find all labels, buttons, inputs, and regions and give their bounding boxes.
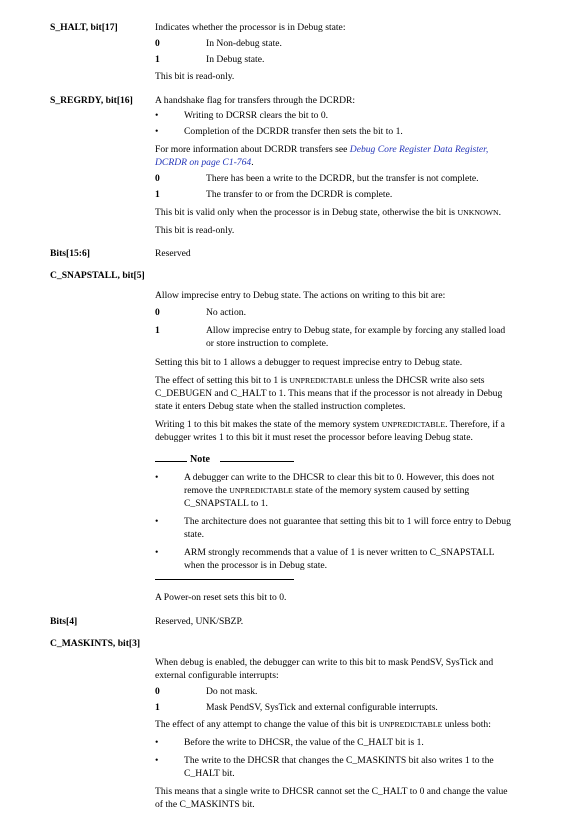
- s-halt-v1-text: In Debug state.: [206, 54, 265, 65]
- note-1-text: remove the: [184, 485, 230, 496]
- c-maskints-final-l1: This means that a single write to DHCSR cannot set the C_HALT to 0 and change the value: [155, 786, 508, 797]
- unknown-term: UNKNOWN: [457, 208, 499, 217]
- s-halt-desc: Indicates whether the processor is in Debug state:: [155, 22, 346, 33]
- s-regrdy-v1: 1: [155, 189, 160, 200]
- unpredictable-term: UNPREDICTABLE: [289, 376, 353, 385]
- c-maskints-v1-text: Mask PendSV, SysTick and external configurable interrupts.: [206, 702, 438, 713]
- bullet-icon: •: [155, 516, 159, 527]
- c-snapstall-v1-text-l2: or store instruction to complete.: [206, 338, 329, 349]
- c-snapstall-p2-l2: C_DEBUGEN and C_HALT to 1. This means that if the processor is not already in Debug: [155, 388, 503, 399]
- c-maskints-effect: [155, 719, 491, 731]
- s-halt-v1: 1: [155, 54, 160, 65]
- bullet-icon: •: [155, 472, 159, 483]
- bullet-icon: •: [155, 110, 159, 121]
- note-3-l1: ARM strongly recommends that a value of 1 is never written to C_SNAPSTALL: [184, 547, 495, 558]
- s-regrdy-v0: 0: [155, 173, 160, 184]
- c-maskints-desc-l1: When debug is enabled, the debugger can write to this bit to mask PendSV, SysTick and: [155, 657, 494, 668]
- c-maskints-effect-text: The effect of any attempt to change the value of this bit is: [155, 719, 379, 730]
- c-snapstall-v0: 0: [155, 307, 160, 318]
- c-snapstall-v1: 1: [155, 325, 160, 336]
- c-snapstall-p1: Setting this bit to 1 allows a debugger to request imprecise entry to Debug state.: [155, 357, 463, 368]
- bits4-text: Reserved, UNK/SBZP.: [155, 616, 244, 627]
- bits4-heading: Bits[4]: [50, 616, 78, 627]
- note-rule-right: [220, 461, 294, 462]
- c-maskints-final-l2: of the C_MASKINTS bit.: [155, 799, 255, 810]
- s-regrdy-valid-text: This bit is valid only when the processor is in Debug state, otherwise the bit is: [155, 207, 458, 218]
- c-snapstall-p2-text: The effect of setting this bit to 1 is: [155, 375, 290, 386]
- c-maskints-effect-end: unless both:: [442, 719, 491, 730]
- s-halt-readonly: This bit is read-only.: [155, 71, 235, 82]
- bits15-6-text: Reserved: [155, 248, 191, 259]
- c-snapstall-p3-text: Writing 1 to this bit makes the state of the memory system: [155, 419, 382, 430]
- note-2-l2: state.: [184, 529, 204, 540]
- note-rule-bottom: [155, 579, 294, 580]
- c-snapstall-reset: A Power-on reset sets this bit to 0.: [155, 592, 287, 603]
- s-regrdy-valid-period: .: [498, 207, 501, 218]
- s-regrdy-more-line1: [155, 144, 488, 156]
- c-maskints-bullet-2-l2: C_HALT bit.: [184, 768, 235, 779]
- note-3-l2: when the processor is in Debug state.: [184, 560, 328, 571]
- c-snapstall-p3-text-end: . Therefore, if a: [445, 419, 505, 430]
- s-regrdy-heading: S_REGRDY, bit[16]: [50, 95, 133, 106]
- dcrdr-link-page[interactable]: DCRDR on page C1-764: [155, 157, 252, 168]
- c-snapstall-p2-text-end: unless the DHCSR write also sets: [352, 375, 485, 386]
- note-2-l1: The architecture does not guarantee that setting this bit to 1 will force entry to Debug: [184, 516, 511, 527]
- c-snapstall-p3-l2: debugger writes 1 to this bit it must reset the processor before leaving Debug state.: [155, 432, 473, 443]
- s-regrdy-bullet-1: Writing to DCRSR clears the bit to 0.: [184, 110, 329, 121]
- unpredictable-term: UNPREDICTABLE: [381, 420, 446, 429]
- bullet-icon: •: [155, 755, 159, 766]
- s-halt-v0: 0: [155, 38, 160, 49]
- c-maskints-heading: C_MASKINTS, bit[3]: [50, 638, 141, 649]
- s-halt-heading: S_HALT, bit[17]: [50, 22, 118, 33]
- unpredictable-term: UNPREDICTABLE: [229, 486, 293, 495]
- c-snapstall-desc: Allow imprecise entry to Debug state. The actions on writing to this bit are:: [155, 290, 446, 301]
- bullet-icon: •: [155, 126, 159, 137]
- s-regrdy-v0-text: There has been a write to the DCRDR, but the transfer is not complete.: [206, 173, 479, 184]
- note-1-l1: A debugger can write to the DHCSR to clear this bit to 0. However, this does not: [184, 472, 495, 483]
- s-halt-v0-text: In Non-debug state.: [206, 38, 282, 49]
- c-snapstall-p2-l3: state it enters Debug state when the stalled instruction completes.: [155, 401, 406, 412]
- note-title: Note: [190, 454, 210, 465]
- c-snapstall-p3-l1: [155, 419, 505, 431]
- s-regrdy-more-period: .: [251, 157, 254, 168]
- note-1-l2: [184, 485, 469, 497]
- note-1-text-end: state of the memory system caused by setting: [292, 485, 470, 496]
- s-regrdy-desc: A handshake flag for transfers through the DCRDR:: [155, 95, 356, 106]
- c-snapstall-heading: C_SNAPSTALL, bit[5]: [50, 270, 145, 281]
- c-snapstall-p2-l1: [155, 375, 485, 387]
- bullet-icon: •: [155, 737, 159, 748]
- bits15-6-heading: Bits[15:6]: [50, 248, 90, 259]
- s-regrdy-v1-text: The transfer to or from the DCRDR is complete.: [206, 189, 393, 200]
- note-rule-left: [155, 461, 187, 462]
- c-maskints-v0: 0: [155, 686, 160, 697]
- bullet-icon: •: [155, 547, 159, 558]
- s-regrdy-valid: [155, 207, 501, 219]
- c-maskints-desc-l2: external configurable interrupts:: [155, 670, 279, 681]
- note-1-l3: C_SNAPSTALL to 1.: [184, 498, 268, 509]
- s-regrdy-bullet-2: Completion of the DCRDR transfer then sets the bit to 1.: [184, 126, 403, 137]
- c-maskints-bullet-1: Before the write to DHCSR, the value of the C_HALT bit is 1.: [184, 737, 424, 748]
- s-regrdy-readonly: This bit is read-only.: [155, 225, 235, 236]
- unpredictable-term: UNPREDICTABLE: [378, 720, 443, 729]
- c-maskints-bullet-2-l1: The write to the DHCSR that changes the C_MASKINTS bit also writes 1 to the: [184, 755, 494, 766]
- c-snapstall-v0-text: No action.: [206, 307, 246, 318]
- dcrdr-link[interactable]: Debug Core Register Data Register,: [349, 144, 489, 155]
- c-maskints-v0-text: Do not mask.: [206, 686, 258, 697]
- c-maskints-v1: 1: [155, 702, 160, 713]
- s-regrdy-more-line2: [155, 157, 254, 169]
- c-snapstall-v1-text-l1: Allow imprecise entry to Debug state, for example by forcing any stalled load: [206, 325, 506, 336]
- s-regrdy-more-text: For more information about DCRDR transfers see: [155, 144, 350, 155]
